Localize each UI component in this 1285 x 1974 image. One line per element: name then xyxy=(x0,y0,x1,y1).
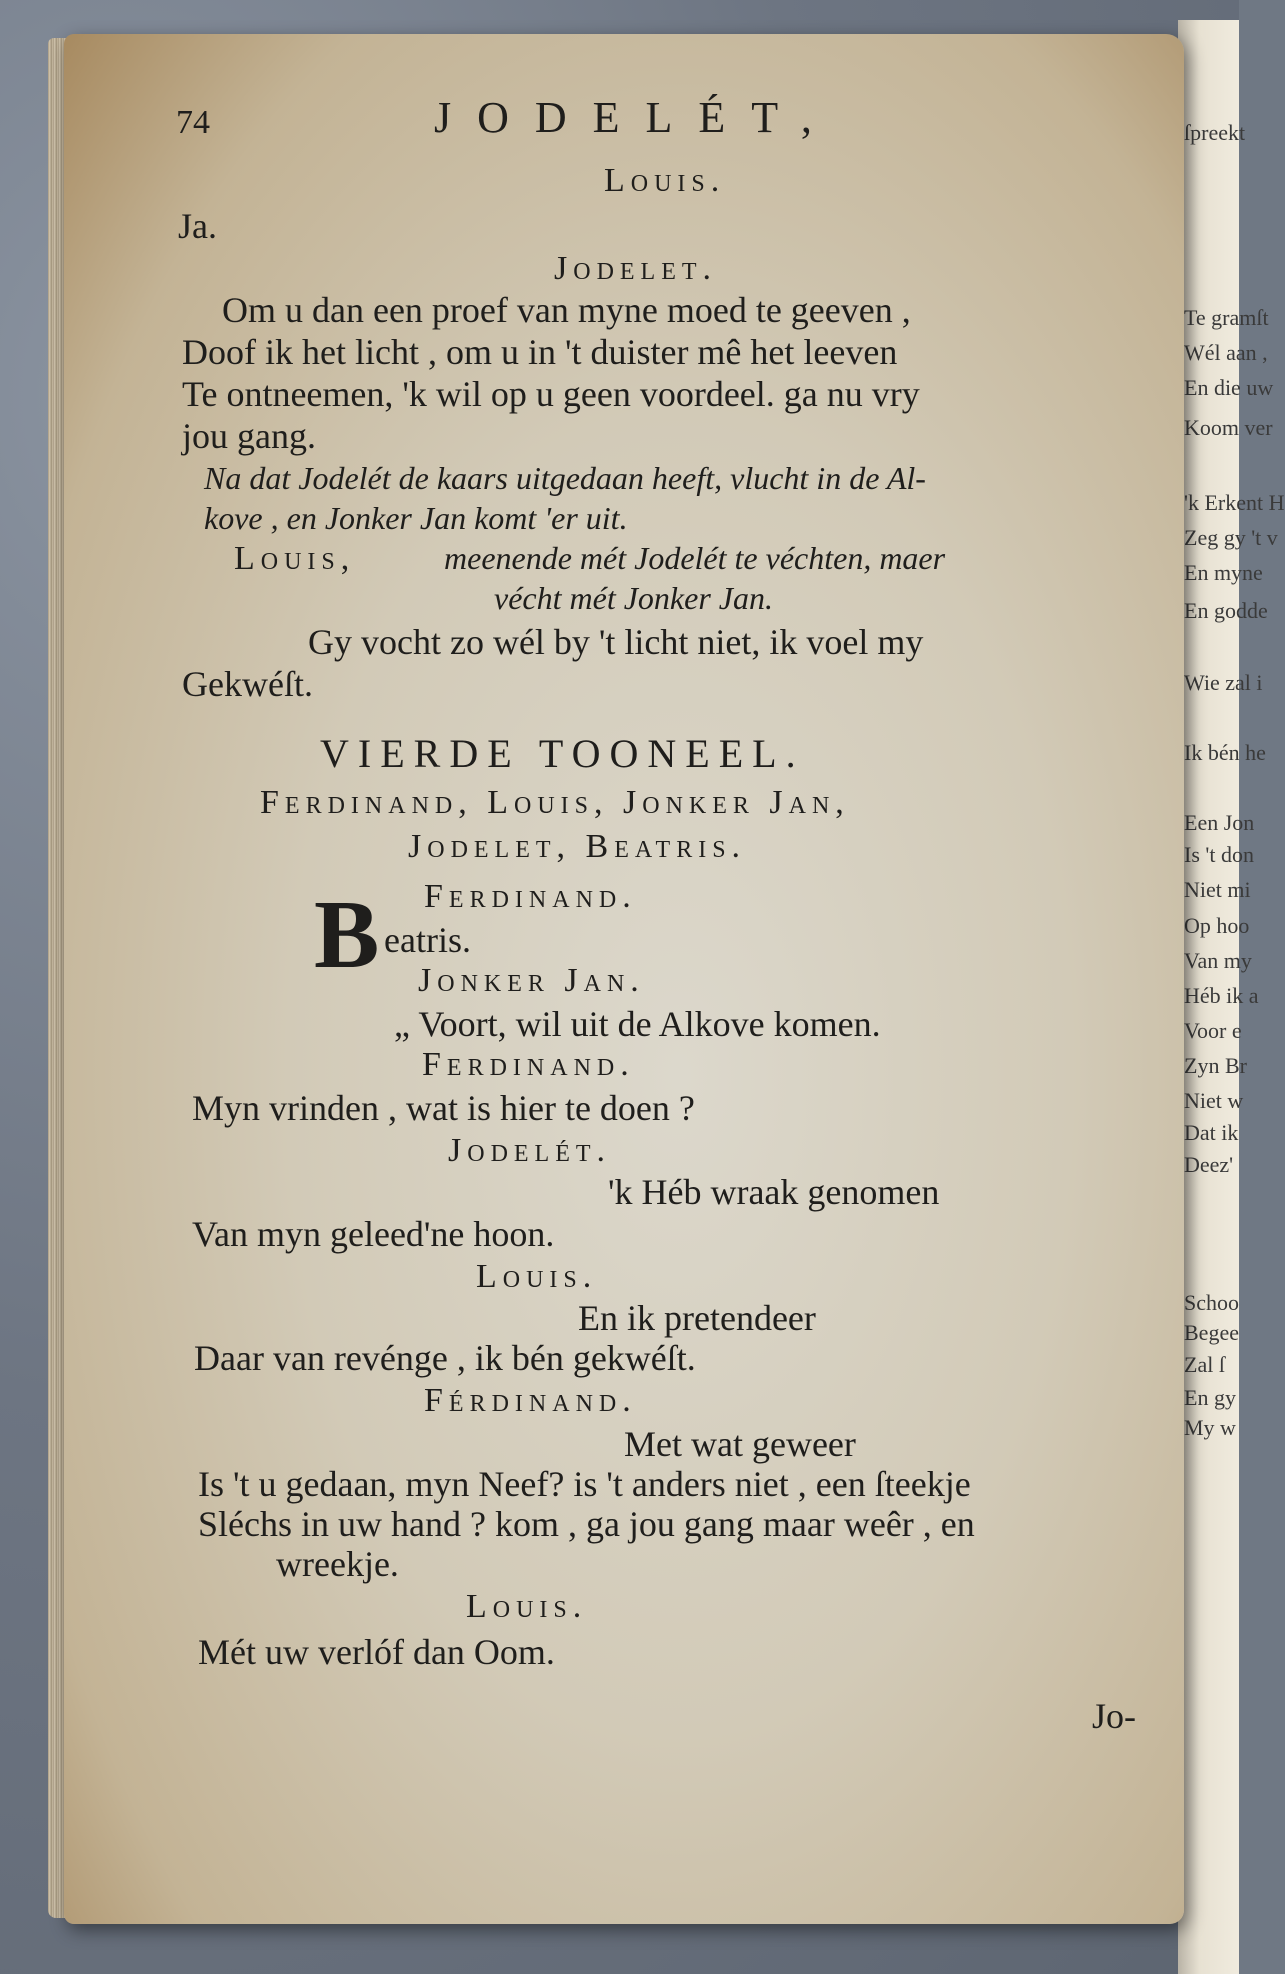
facing-page-fragment: Op hoo xyxy=(1184,913,1250,938)
speaker-label: Jonker Jan. xyxy=(418,962,645,999)
speaker-label: Ferdinand. xyxy=(422,1046,635,1083)
text-line: Om u dan een proef van myne moed te geeven , xyxy=(222,290,911,330)
facing-page-fragment: Begee xyxy=(1184,1320,1239,1345)
running-title: JODELÉT, xyxy=(434,93,838,142)
facing-page-fragment: En die uw xyxy=(1184,375,1274,400)
facing-page-fragment: Zeg gy 't v xyxy=(1184,525,1278,550)
speaker-label: Louis, xyxy=(234,540,356,577)
facing-page-fragment: Ik bén he xyxy=(1184,740,1266,765)
text-line: Sléchs in uw hand ? kom , ga jou gang maar weêr , en xyxy=(198,1504,975,1544)
catchword: Jo- xyxy=(1092,1696,1136,1736)
cast-list: Ferdinand, Louis, Jonker Jan, xyxy=(260,784,850,821)
text-line: 'k Héb wraak genomen xyxy=(608,1172,940,1212)
facing-page-fragment: Niet mi xyxy=(1184,877,1251,902)
facing-page-fragment: Koom ver xyxy=(1184,415,1273,440)
text-line: Gekwéſt. xyxy=(182,664,313,704)
facing-page-fragment: En godde xyxy=(1184,598,1268,623)
cast-list: Jodelet, Beatris. xyxy=(408,828,747,865)
facing-page-fragment: En myne xyxy=(1184,560,1263,585)
speaker-label: Louis. xyxy=(604,162,726,199)
facing-page-fragment: Voor e xyxy=(1184,1018,1242,1043)
text-line: En ik pretendeer xyxy=(578,1298,816,1338)
facing-page-fragment: ſpreekt xyxy=(1184,120,1246,145)
text-line: Te ontneemen, 'k wil op u geen voordeel. ga nu vry xyxy=(182,374,920,414)
facing-page-fragment: Wél aan , xyxy=(1184,340,1268,365)
facing-page-fragment: Van my xyxy=(1184,948,1252,973)
text-line: Van myn geleed'ne hoon. xyxy=(192,1214,555,1254)
facing-page-fragment: Deez' xyxy=(1184,1152,1234,1177)
speaker-label: Louis. xyxy=(466,1588,588,1625)
speaker-label: Jodelét. xyxy=(448,1132,612,1169)
stage-direction: meenende mét Jodelét te véchten, maer xyxy=(444,540,946,576)
facing-page-fragment: Is 't don xyxy=(1184,842,1254,867)
facing-page-fragment: Zyn Br xyxy=(1184,1053,1247,1078)
facing-page-fragment: My w xyxy=(1184,1415,1236,1440)
facing-page-fragment: Héb ik a xyxy=(1184,983,1259,1008)
facing-page-fragment: En gy xyxy=(1184,1385,1236,1410)
text-line: Met wat geweer xyxy=(624,1424,856,1464)
facing-page-fragment: Schoo xyxy=(1184,1290,1239,1315)
facing-page-fragment: Zal ſ xyxy=(1184,1352,1225,1377)
facing-page-fragment: Wie zal i xyxy=(1184,670,1263,695)
stage-direction: kove , en Jonker Jan komt 'er uit. xyxy=(204,500,628,536)
text-line: „ Voort, wil uit de Alkove komen. xyxy=(394,1004,881,1044)
speaker-label: Jodelet. xyxy=(554,250,718,287)
text-line: Mét uw verlóf dan Oom. xyxy=(198,1632,555,1672)
speaker-label: Férdinand. xyxy=(424,1382,637,1419)
speaker-label: Louis. xyxy=(476,1258,598,1295)
text-line: Doof ik het licht , om u in 't duister mê het leeven xyxy=(182,332,898,372)
page-number: 74 xyxy=(176,104,210,141)
text-line: eatris. xyxy=(384,920,471,960)
text-line: Is 't u gedaan, myn Neef? is 't anders niet , een ſteekje xyxy=(198,1464,971,1504)
text-line: Gy vocht zo wél by 't licht niet, ik voel my xyxy=(308,622,924,662)
facing-page xyxy=(1178,20,1285,1974)
speaker-label: Ferdinand. xyxy=(424,878,637,915)
text-line: Myn vrinden , wat is hier te doen ? xyxy=(192,1088,695,1128)
text-line: jou gang. xyxy=(182,416,316,456)
facing-page-fragment: Niet w xyxy=(1184,1088,1244,1113)
stage-direction: vécht mét Jonker Jan. xyxy=(494,580,773,616)
stage-direction: Na dat Jodelét de kaars uitgedaan heeft, vlucht in de Al- xyxy=(204,460,926,496)
text-line: Ja. xyxy=(178,206,217,246)
drop-cap: B xyxy=(314,881,380,989)
facing-page-fragment: Een Jon xyxy=(1184,810,1255,835)
facing-page-fragment: Dat ik xyxy=(1184,1120,1239,1145)
facing-page-fragment: Te gramſt xyxy=(1184,305,1269,330)
scene-title: VIERDE TOONEEL. xyxy=(320,731,805,776)
book-page xyxy=(64,34,1184,1924)
text-line: Daar van revénge , ik bén gekwéſt. xyxy=(194,1338,696,1378)
facing-page-fragment: 'k Erkent H xyxy=(1184,490,1285,515)
text-line: wreekje. xyxy=(276,1544,399,1584)
